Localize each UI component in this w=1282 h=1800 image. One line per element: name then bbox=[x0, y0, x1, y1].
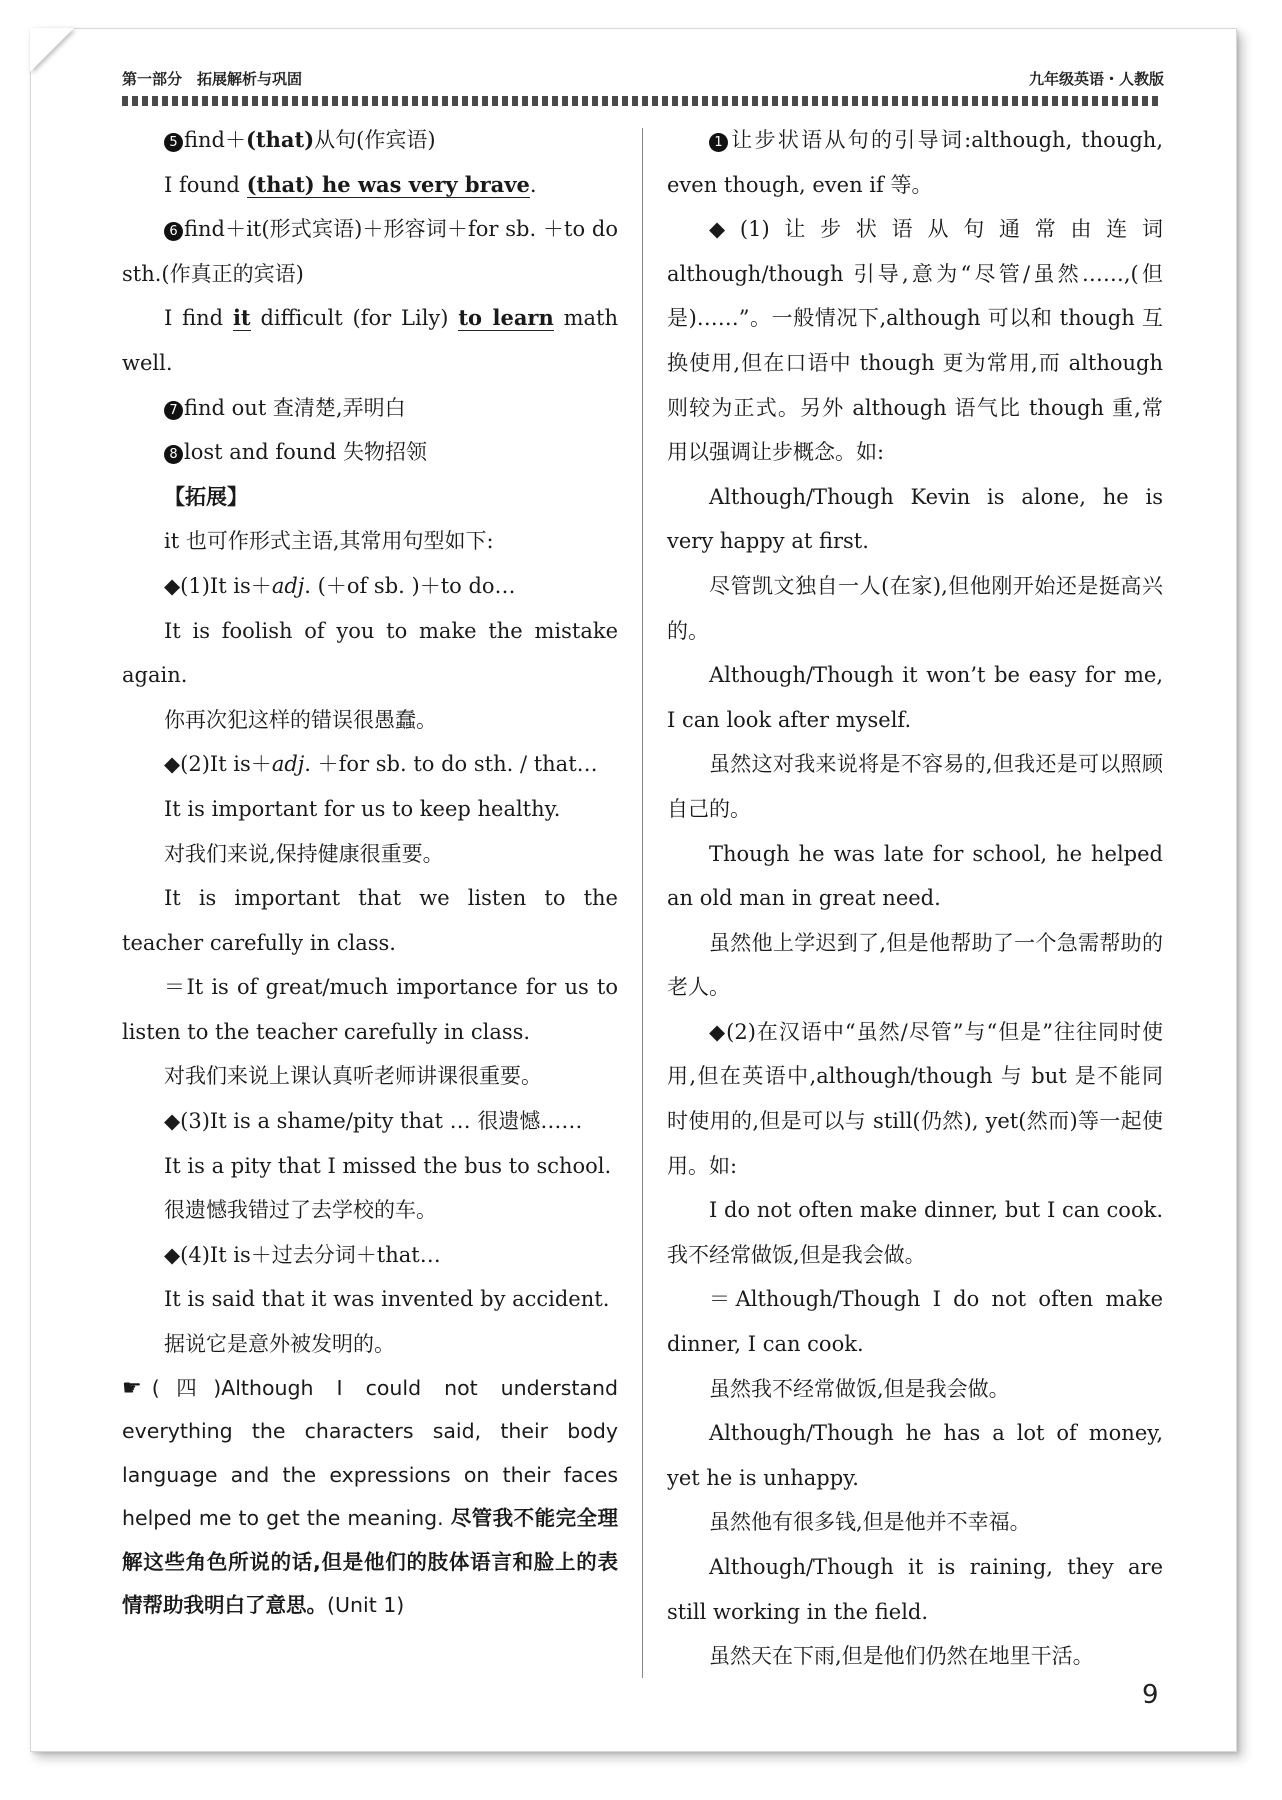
folded-corner bbox=[30, 28, 74, 72]
rule-1-example-3: Though he was late for school, he helped an old man in great need. bbox=[667, 841, 1163, 911]
rule-2-example-4: Although/Though it is raining, they are still working in the field. bbox=[667, 1555, 1163, 1624]
rule-1-example-2: Although/Though it won’t be easy for me, I can look after myself. bbox=[667, 663, 1163, 732]
pattern-1-example: It is foolish of you to make the mistake again. bbox=[122, 618, 618, 688]
rule-2-example-3: Although/Though he has a lot of money, yet he is unhappy. bbox=[667, 1421, 1163, 1490]
rule-1-translation-3: 虽然他上学迟到了,但是他帮助了一个急需帮助的老人。 bbox=[667, 930, 1163, 1000]
rule-1-example-1: Although/Though Kevin is alone, he is very happy at first. bbox=[667, 484, 1163, 554]
pattern-2-translation-1: 对我们来说,保持健康很重要。 bbox=[164, 841, 444, 866]
underline-text: to learn bbox=[458, 305, 554, 331]
running-header-left: 第一部分 拓展解析与巩固 bbox=[122, 70, 303, 88]
extension-intro: it 也可作形式主语,其常用句型如下: bbox=[164, 529, 494, 554]
rule-2: ◆(2)在汉语中“虽然/尽管”与“但是”往往同时使用,但在英语中,although/though 与 but 是不能同时使用的,但是可以与 still(仍然), yet(然而)等一起使用。如: bbox=[667, 1019, 1163, 1178]
running-header-right: 九年级英语・人教版 bbox=[1028, 70, 1164, 88]
number-badge: 8 bbox=[164, 445, 183, 464]
rule-1-translation-1: 尽管凯文独自一人(在家),但他刚开始还是挺高兴的。 bbox=[667, 573, 1163, 643]
right-column bbox=[667, 118, 1163, 1679]
pattern-4-example: It is said that it was invented by accident. bbox=[164, 1287, 610, 1312]
item-8: 8 lost and found 失物招领 bbox=[122, 430, 618, 475]
rule-1-translation-2: 虽然这对我来说将是不容易的,但我还是可以照顾自己的。 bbox=[667, 752, 1163, 821]
number-badge: 7 bbox=[164, 401, 183, 420]
item-7: 7 find out 查清楚,弄明白 bbox=[122, 386, 618, 431]
pattern-3-translation: 很遗憾我错过了去学校的车。 bbox=[164, 1198, 437, 1223]
right-item-1: 1 让步状语从句的引导词:although, though, even though, even if 等。 bbox=[667, 128, 1163, 197]
number-badge: 6 bbox=[164, 222, 183, 241]
rule-2-example-1: I do not often make dinner, but I can cook. 我不经常做饭,但是我会做。 bbox=[667, 1198, 1163, 1267]
rule-2-example-2: ＝Although/Though I do not often make dinner, I can cook. bbox=[667, 1287, 1163, 1357]
pattern-1: ◆(1)It is＋adj. (＋of sb. )＋to do… bbox=[164, 573, 516, 598]
left-column bbox=[122, 118, 618, 1628]
pointing-hand-icon: ☛ bbox=[122, 1375, 142, 1401]
pattern-3: ◆(3)It is a shame/pity that … 很遗憾…… bbox=[164, 1109, 583, 1134]
header-rule bbox=[122, 96, 1162, 106]
pattern-2-example-1: It is important for us to keep healthy. bbox=[164, 796, 561, 821]
pattern-4: ◆(4)It is＋过去分词＋that… bbox=[164, 1242, 441, 1267]
page-number: 9 bbox=[1142, 1680, 1159, 1710]
item-6: 6 find＋it(形式宾语)＋形容词＋for sb. ＋to do sth.(作真正的宾语) bbox=[122, 217, 618, 286]
pattern-2-translation-2: 对我们来说上课认真听老师讲课很重要。 bbox=[164, 1064, 542, 1089]
pattern-2-example-3: ＝It is of great/much importance for us to listen to the teacher carefully in class. bbox=[122, 975, 618, 1044]
pattern-2-example-2: It is important that we listen to the teacher carefully in class. bbox=[122, 886, 618, 955]
rule-2-translation-2: 虽然我不经常做饭,但是我会做。 bbox=[709, 1376, 1010, 1401]
underline-text: it bbox=[232, 305, 251, 331]
pattern-3-example: It is a pity that I missed the bus to school. bbox=[164, 1153, 612, 1178]
rule-2-translation-4: 虽然天在下雨,但是他们仍然在地里干活。 bbox=[709, 1644, 1094, 1669]
section-4-sentence: ☛ (四)Although I could not understand everything the characters said, their body language and the expressions on their faces helped me to get the meaning. 尽管我不能完全理解这些角色所说的话,但是他们的肢体语言和脸上的表情帮助我明白了意思。(Unit 1) bbox=[122, 1375, 619, 1618]
rule-1: ◆(1)让步状语从句通常由连词 although/though 引导,意为“尽管/虽然……,(但是)……”。一般情况下,although 可以和 though 互换使用,但在口语中 though 更为常用,而 although 则较为正式。另外 although 语气比 though 重,常用以强调让步概念。如: bbox=[667, 217, 1163, 465]
extension-title: 【拓展】 bbox=[164, 484, 248, 509]
example-6: I find it difficult (for Lily) to learn math well. bbox=[122, 305, 619, 375]
example-5: I found (that) he was very brave. bbox=[164, 171, 537, 197]
pattern-4-translation: 据说它是意外被发明的。 bbox=[164, 1332, 395, 1357]
item-5: 5 find＋(that)从句(作宾语) bbox=[122, 118, 618, 163]
pattern-1-translation: 你再次犯这样的错误很愚蠢。 bbox=[164, 707, 437, 732]
number-badge: 5 bbox=[164, 133, 183, 152]
column-divider bbox=[642, 128, 643, 1678]
pattern-2: ◆(2)It is＋adj. ＋for sb. to do sth. / that… bbox=[164, 752, 598, 777]
underline-text: (that) he was very brave bbox=[246, 171, 530, 197]
number-badge: 1 bbox=[709, 133, 728, 152]
rule-2-translation-3: 虽然他有很多钱,但是他并不幸福。 bbox=[709, 1510, 1031, 1535]
